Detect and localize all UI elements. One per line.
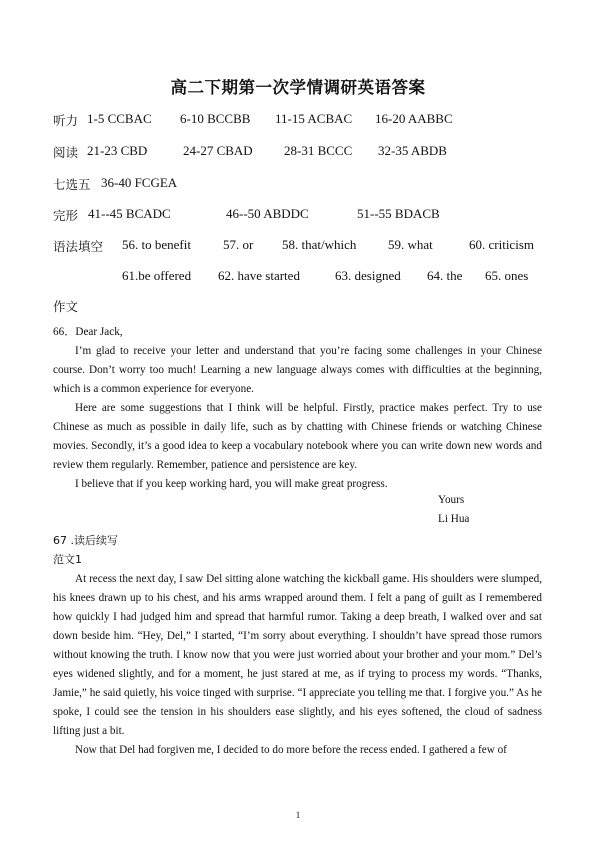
grammar-answer: 60. criticism: [469, 237, 534, 252]
grammar-label: 语法填空: [53, 239, 104, 254]
page-title: 高二下期第一次学情调研英语答案: [170, 78, 426, 97]
grammar-answer: 58. that/which: [282, 237, 357, 252]
continuation-paragraph-2: Now that Del had forgiven me, I decided to do more before the recess ended. I gathered a few of: [75, 744, 507, 756]
grammar-answer: 63. designed: [335, 268, 401, 283]
letter-signature: Li Hua: [438, 513, 470, 525]
letter-closing: Yours: [438, 494, 465, 506]
grammar-answer: 65. ones: [485, 268, 529, 283]
continuation-paragraph-1: At recess the next day, I saw Del sitting alone watching the kickball game. His shoulders were slumped, his knees drawn up to his chest, and his arms wrapped around them. I felt a pang of guilt as I remembered how quickly I had judged him and spread that harmful rumor. Taking a deep breath, I walked over and sat down beside him. “Hey, Del,” I started, “I’m sorry about everything. I shouldn’t have spread those rumors without knowing the truth. I know now that you were just worried about your brother and your mom.” Del’s eyes widened slightly, and for a moment, he just stared at me, as if trying to process my words. “Thanks, Jamie,” he said quietly, his voice tinged with surprise. “I appreciate you telling me that. I forgive you.” As he spoke, I could see the tension in his shoulders ease slightly, and his eyes softened, the cloud of sadness lifting just a bit.: [53, 573, 542, 737]
letter-greeting: 66．Dear Jack,: [53, 326, 123, 338]
letter-paragraph-3: I believe that if you keep working hard, you will make great progress.: [75, 478, 388, 490]
reading-answers-2: 24-27 CBAD: [183, 143, 253, 158]
sample-label: 范文1: [53, 553, 82, 566]
reading-answers-3: 28-31 BCCC: [284, 143, 353, 158]
reading-answers-4: 32-35 ABDB: [378, 143, 447, 158]
grammar-answer: 57. or: [223, 237, 254, 252]
page-number: 1: [295, 810, 301, 820]
letter-paragraph-1: I’m glad to receive your letter and understand that you’re facing some challenges in your Chinese course. Don’t worry too much! Learning a new language always comes with difficulties at the beginning, which is a common experience for everyone.: [53, 345, 542, 395]
grammar-answer: 61.be offered: [122, 268, 192, 283]
listening-label: 听力: [53, 113, 79, 128]
letter-paragraph-2: Here are some suggestions that I think will be helpful. Firstly, practice makes perfect. Try to use Chinese as much as possible in daily life, such as by chatting with Chinese friends or watching Chinese movies. Secondly, it’s a good idea to keep a vocabulary notebook where you can write down new words and review them regularly. Remember, patience and persistence are key.: [53, 402, 542, 471]
listening-answers-4: 16-20 AABBC: [375, 111, 453, 126]
reading-label: 阅读: [53, 145, 79, 160]
cloze-answers-2: 46--50 ABDDC: [226, 206, 309, 221]
listening-answers-2: 6-10 BCCBB: [180, 111, 251, 126]
cloze-answers-1: 41--45 BCADC: [88, 206, 171, 221]
essay-heading: 作文: [53, 299, 79, 314]
cloze-answers-3: 51--55 BDACB: [357, 206, 440, 221]
seven-choose-five-label: 七选五: [53, 177, 91, 192]
grammar-answer: 62. have started: [218, 268, 300, 283]
listening-answers-1: 1-5 CCBAC: [87, 111, 152, 126]
listening-answers-3: 11-15 ACBAC: [275, 111, 353, 126]
continuation-heading: 67 .读后续写: [53, 534, 118, 547]
seven-choose-five-answers: 36-40 FCGEA: [101, 175, 178, 190]
grammar-answer: 64. the: [427, 268, 463, 283]
grammar-answer: 56. to benefit: [122, 237, 191, 252]
reading-answers-1: 21-23 CBD: [87, 143, 148, 158]
cloze-label: 完形: [53, 208, 79, 223]
grammar-answer: 59. what: [388, 237, 433, 252]
